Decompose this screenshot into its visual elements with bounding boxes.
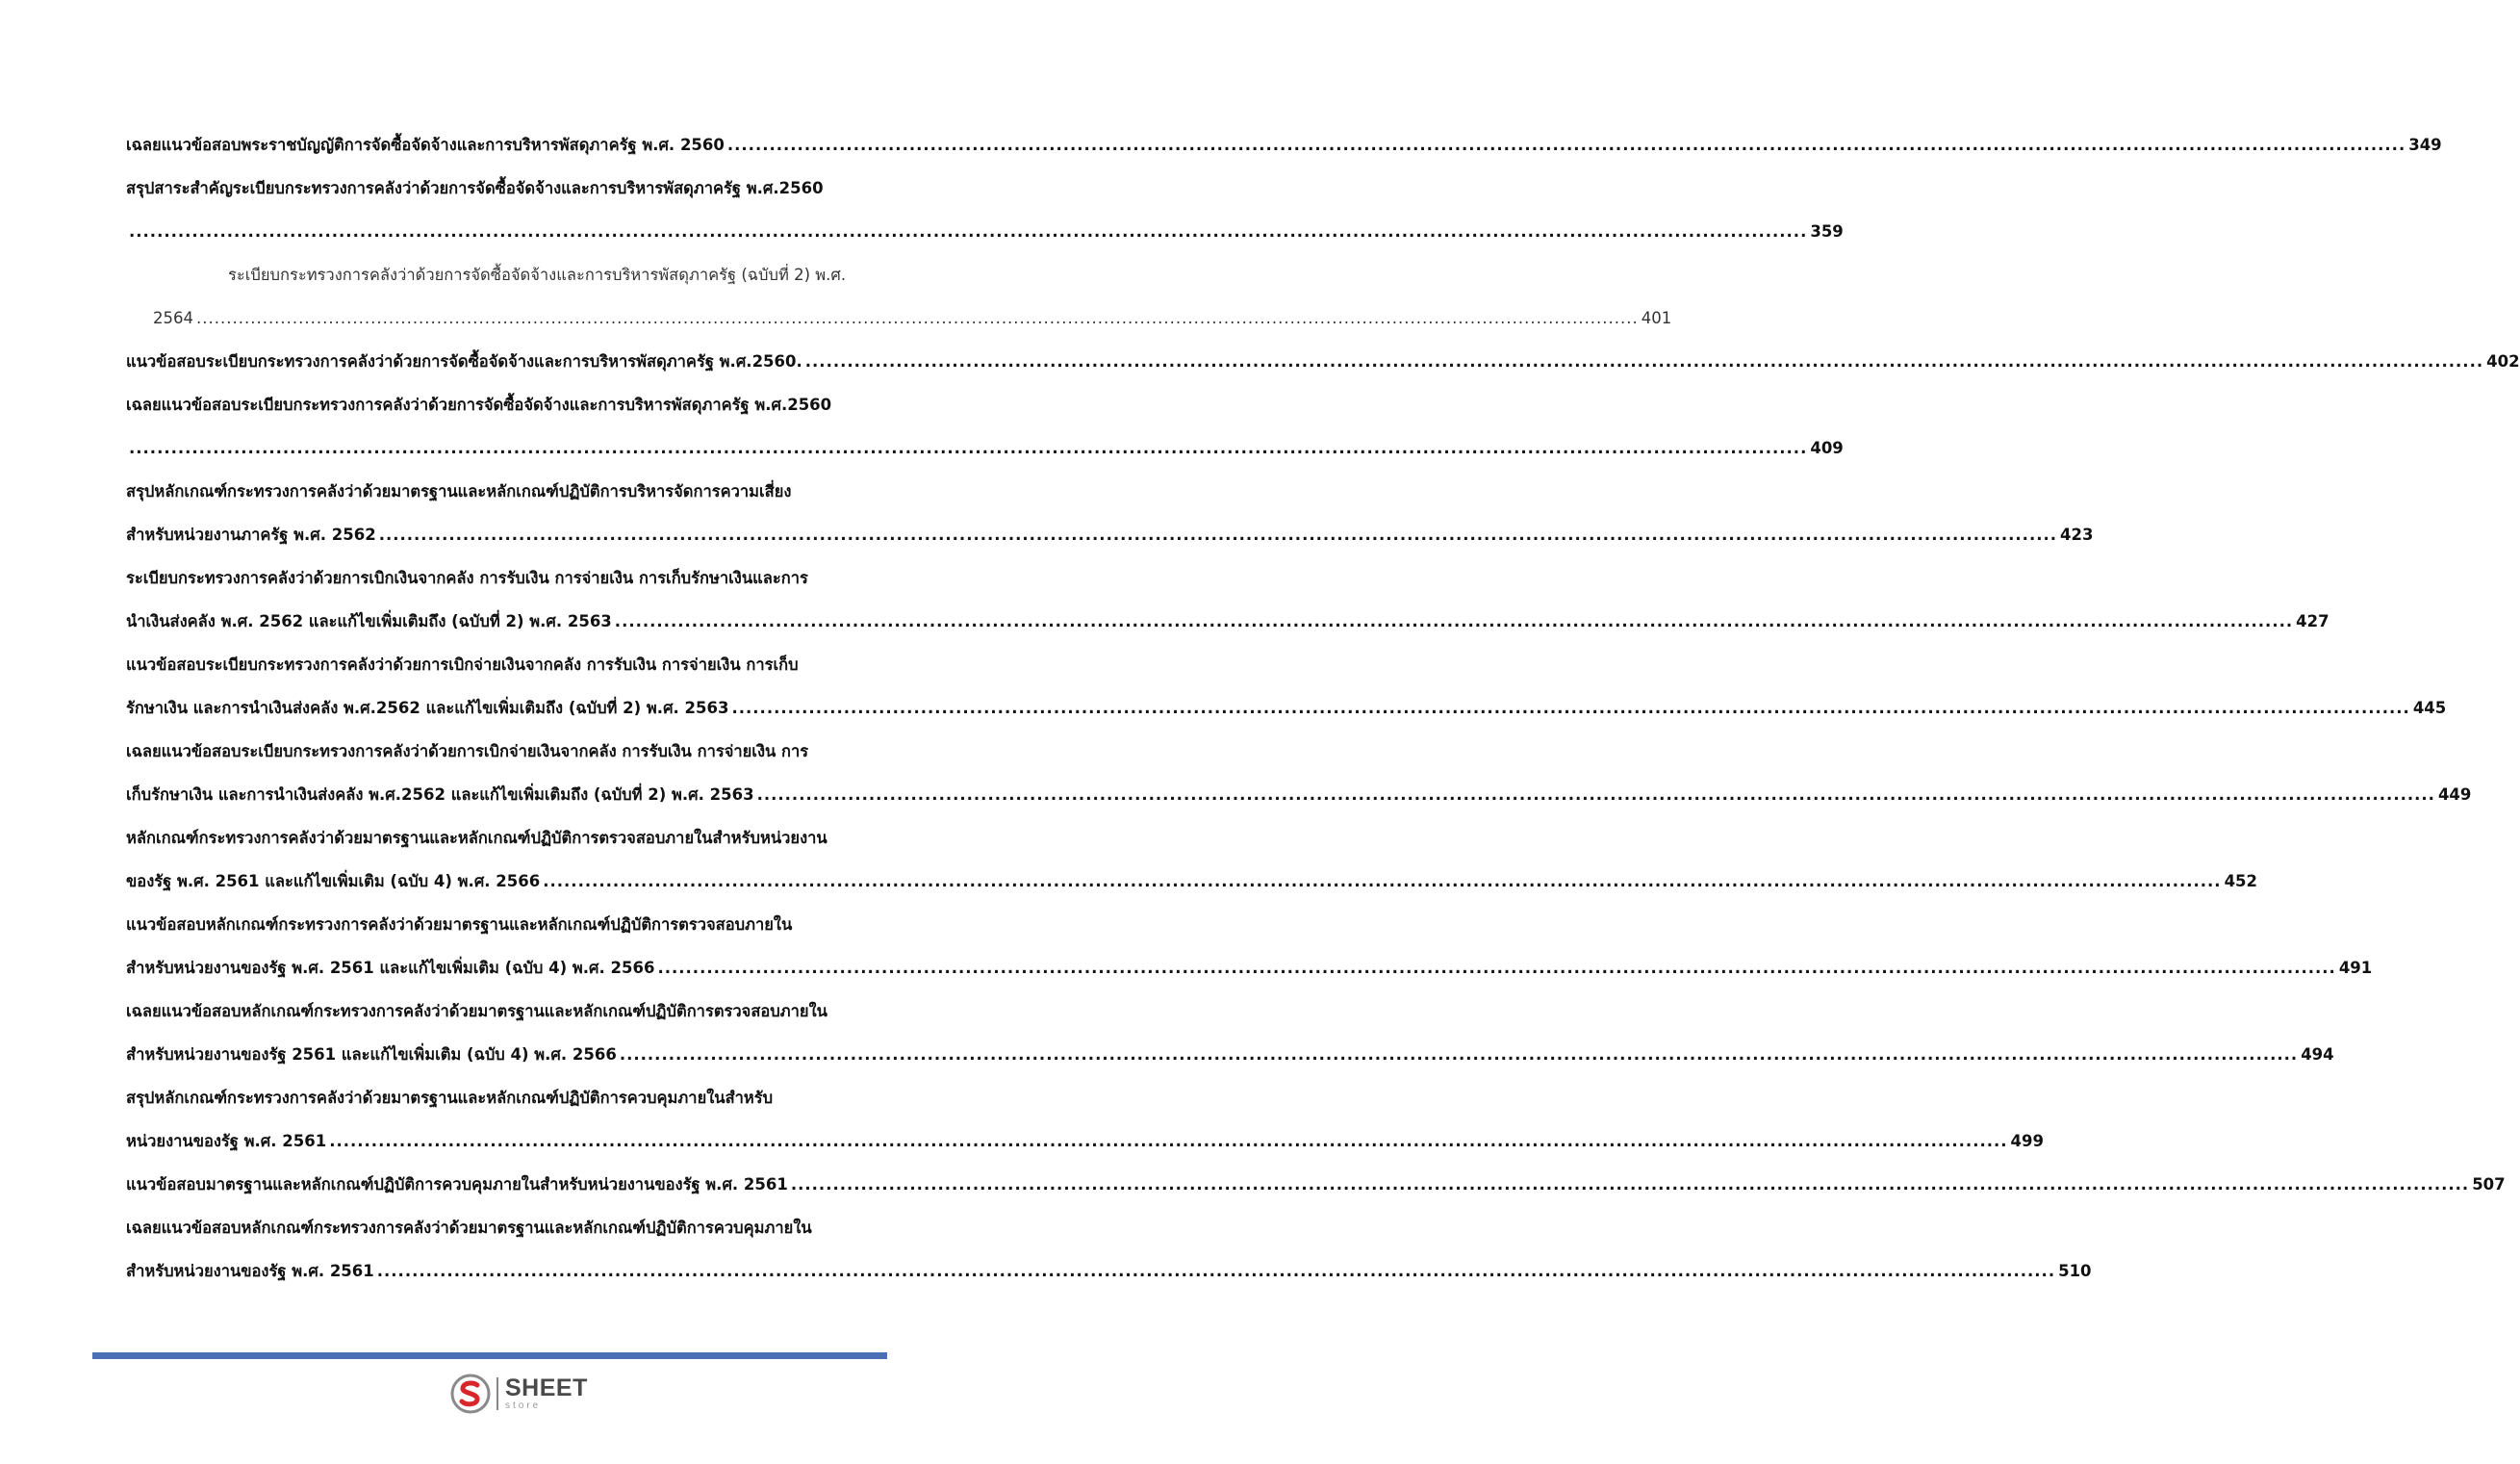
toc-entry-title: เฉลยแนวข้อสอบระเบียบกระทรวงการคลังว่าด้วยการจัดซื้อจัดจ้างและการบริหารพัสดุภาครัฐ พ.ศ.2560 [126, 396, 832, 414]
toc-entry-title: สำหรับหน่วยงานภาครัฐ พ.ศ. 2562 [126, 526, 376, 544]
toc-entry-title: แนวข้อสอบมาตรฐานและหลักเกณฑ์ปฏิบัติการควบคุมภายในสำหรับหน่วยงานของรัฐ พ.ศ. 2561 [126, 1175, 788, 1194]
toc-entry[interactable] [126, 643, 2447, 730]
toc-dot-leader [805, 340, 2483, 383]
toc-entry-title: แนวข้อสอบระเบียบกระทรวงการคลังว่าด้วยการเบิกจ่ายเงินจากคลัง การรับเงิน การจ่ายเงิน การเก็บ [126, 655, 799, 674]
toc-page-number: 401 [1641, 309, 1672, 327]
toc-entry-title: แนวข้อสอบระเบียบกระทรวงการคลังว่าด้วยการจัดซื้อจัดจ้างและการบริหารพัสดุภาครัฐ พ.ศ.2560. [126, 352, 802, 371]
toc-dot-leader [731, 686, 2409, 730]
toc-entry[interactable] [126, 167, 1844, 253]
toc-entry-title: 2564 [153, 309, 193, 327]
toc-dot-leader [379, 513, 2057, 556]
toc-entry[interactable] [126, 253, 1672, 340]
toc-page-number: 445 [2412, 699, 2447, 717]
toc-dot-leader [129, 426, 1807, 470]
toc-page-number: 402 [2486, 352, 2520, 371]
toc-entry-title: สำหรับหน่วยงานของรัฐ 2561 และแก้ไขเพิ่มเติม (ฉบับ 4) พ.ศ. 2566 [126, 1045, 617, 1064]
toc-entry[interactable] [126, 123, 2442, 167]
logo-divider [496, 1377, 498, 1410]
toc-page-number: 409 [1810, 439, 1844, 457]
toc-entry-title: หน่วยงานของรัฐ พ.ศ. 2561 [126, 1132, 327, 1150]
toc-dot-leader [196, 296, 1639, 340]
toc-entry-title: สรุปหลักเกณฑ์กระทรวงการคลังว่าด้วยมาตรฐานและหลักเกณฑ์ปฏิบัติการควบคุมภายในสำหรับ [126, 1089, 774, 1107]
toc-entry[interactable] [126, 470, 2094, 556]
toc-entry-title: เก็บรักษาเงิน และการนำเงินส่งคลัง พ.ศ.2562 และแก้ไขเพิ่มเติมถึง (ฉบับที่ 2) พ.ศ. 2563 [126, 785, 754, 804]
toc-entry[interactable] [126, 556, 2329, 643]
toc-entry[interactable] [126, 903, 2373, 989]
toc-dot-leader [791, 1163, 2469, 1206]
toc-dot-leader [377, 1249, 2055, 1293]
toc-page-number: 452 [2224, 872, 2258, 890]
toc-page-number: 449 [2437, 785, 2472, 804]
toc-entry[interactable] [126, 383, 1844, 470]
table-of-contents [126, 123, 2520, 1293]
logo-word-store: store [505, 1400, 542, 1411]
toc-entry-title: ระเบียบกระทรวงการคลังว่าด้วยการเบิกเงินจากคลัง การรับเงิน การจ่ายเงิน การเก็บรักษาเงินและการ [126, 569, 808, 587]
toc-page-number: 427 [2296, 612, 2329, 630]
toc-entry[interactable] [126, 340, 2520, 383]
toc-page-number: 349 [2408, 136, 2442, 154]
toc-entry-title: เฉลยแนวข้อสอบพระราชบัญญัติการจัดซื้อจัดจ้างและการบริหารพัสดุภาครัฐ พ.ศ. 2560 [126, 136, 725, 154]
logo-word-sheet: SHEET [505, 1374, 588, 1401]
toc-entry-title: สำหรับหน่วยงานของรัฐ พ.ศ. 2561 และแก้ไขเพิ่มเติม (ฉบับ 4) พ.ศ. 2566 [126, 959, 655, 977]
footer-divider-bar [92, 1352, 887, 1359]
toc-entry-title: สรุปสาระสำคัญระเบียบกระทรวงการคลังว่าด้วยการจัดซื้อจัดจ้างและการบริหารพัสดุภาครัฐ พ.ศ.2560 [126, 179, 824, 197]
toc-page-number: 499 [2010, 1132, 2044, 1150]
toc-entry-title: เฉลยแนวข้อสอบหลักเกณฑ์กระทรวงการคลังว่าด้วยมาตรฐานและหลักเกณฑ์ปฏิบัติการตรวจสอบภายใน [126, 1002, 827, 1020]
toc-page-number: 359 [1810, 222, 1844, 241]
toc-dot-leader [329, 1119, 2007, 1163]
toc-page-number: 510 [2058, 1262, 2092, 1280]
toc-dot-leader [129, 210, 1807, 253]
sheet-store-s-icon [450, 1374, 491, 1414]
toc-entry-title: ของรัฐ พ.ศ. 2561 และแก้ไขเพิ่มเติม (ฉบับ 4) พ.ศ. 2566 [126, 872, 541, 890]
toc-page-number: 507 [2472, 1175, 2506, 1194]
toc-entry[interactable] [126, 1163, 2506, 1206]
toc-dot-leader [657, 946, 2335, 989]
toc-entry[interactable] [126, 816, 2258, 903]
toc-entry-title: นำเงินส่งคลัง พ.ศ. 2562 และแก้ไขเพิ่มเติมถึง (ฉบับที่ 2) พ.ศ. 2563 [126, 612, 612, 630]
toc-dot-leader [615, 600, 2293, 643]
toc-entry[interactable] [126, 989, 2334, 1076]
toc-entry-title: แนวข้อสอบหลักเกณฑ์กระทรวงการคลังว่าด้วยมาตรฐานและหลักเกณฑ์ปฏิบัติการตรวจสอบภายใน [126, 915, 793, 934]
toc-entry-title: สรุปหลักเกณฑ์กระทรวงการคลังว่าด้วยมาตรฐานและหลักเกณฑ์ปฏิบัติการบริหารจัดการความเสี่ยง [126, 482, 792, 501]
sheet-store-logo [450, 1374, 588, 1414]
toc-dot-leader [620, 1033, 2298, 1076]
toc-page-number: 423 [2060, 526, 2094, 544]
toc-dot-leader [543, 860, 2221, 903]
toc-entry-title: เฉลยแนวข้อสอบระเบียบกระทรวงการคลังว่าด้วยการเบิกจ่ายเงินจากคลัง การรับเงิน การจ่ายเงิน การ [126, 742, 809, 760]
toc-page-number: 494 [2301, 1045, 2334, 1064]
toc-entry-title: สำหรับหน่วยงานของรัฐ พ.ศ. 2561 [126, 1262, 374, 1280]
toc-entry-title: หลักเกณฑ์กระทรวงการคลังว่าด้วยมาตรฐานและหลักเกณฑ์ปฏิบัติการตรวจสอบภายในสำหรับหน่วยงาน [126, 829, 827, 847]
toc-entry-title: เฉลยแนวข้อสอบหลักเกณฑ์กระทรวงการคลังว่าด้วยมาตรฐานและหลักเกณฑ์ปฏิบัติการควบคุมภายใน [126, 1219, 812, 1237]
toc-page-number: 491 [2338, 959, 2373, 977]
toc-entry[interactable] [126, 1076, 2044, 1163]
toc-dot-leader [757, 773, 2435, 816]
toc-dot-leader [727, 123, 2405, 167]
toc-entry-title: รักษาเงิน และการนำเงินส่งคลัง พ.ศ.2562 และแก้ไขเพิ่มเติมถึง (ฉบับที่ 2) พ.ศ. 2563 [126, 699, 729, 717]
toc-entry[interactable] [126, 1206, 2092, 1293]
toc-entry-title: ระเบียบกระทรวงการคลังว่าด้วยการจัดซื้อจัดจ้างและการบริหารพัสดุภาครัฐ (ฉบับที่ 2) พ.ศ. [228, 266, 847, 284]
toc-entry[interactable] [126, 730, 2472, 816]
